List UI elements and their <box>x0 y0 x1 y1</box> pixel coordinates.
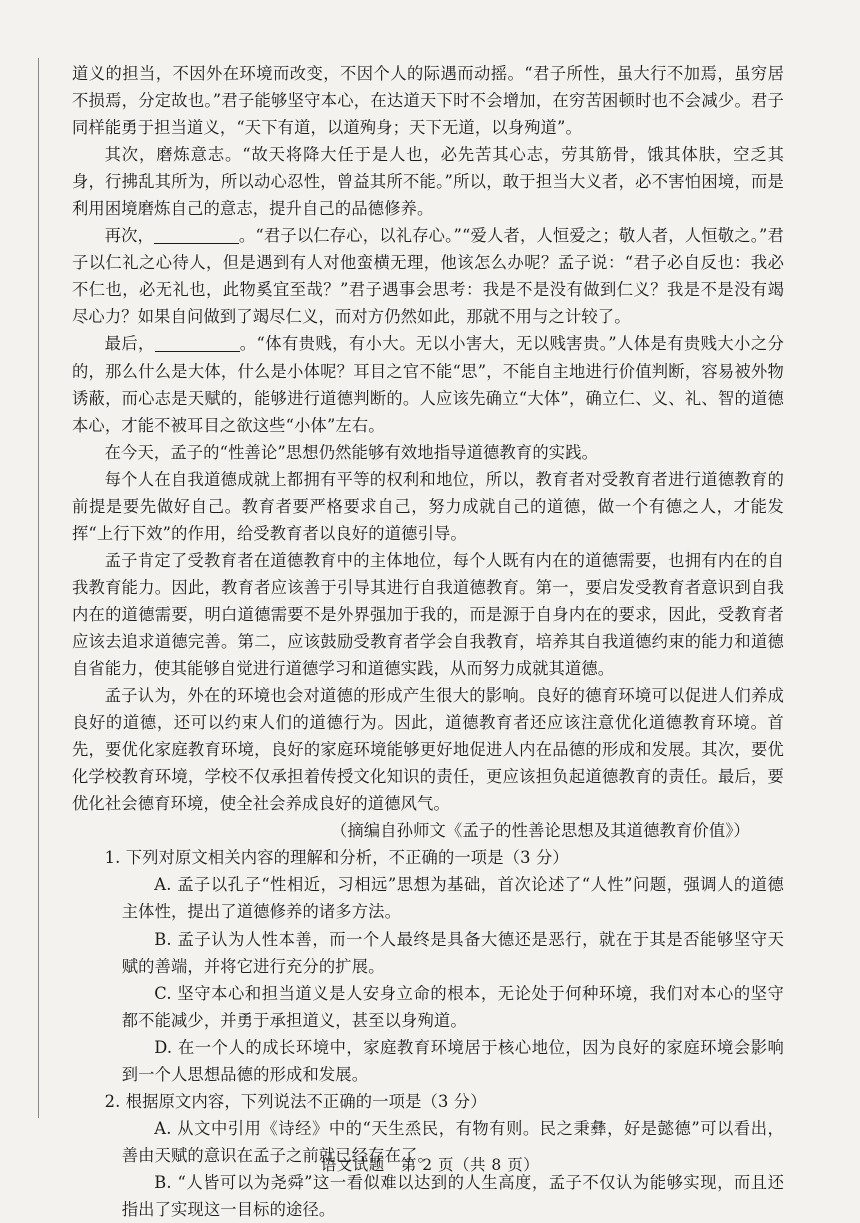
question-option: D. 在一个人的成长环境中，家庭教育环境居于核心地位，因为良好的家庭环境会影响到一个人思想品德的形成和发展。 <box>121 1037 784 1084</box>
source-citation: （摘编自孙师文《孟子的性善论思想及其道德教育价值》） <box>330 821 750 841</box>
question-option: B. 孟子认为人性本善，而一个人最终是具备大德还是恶行，就在于其是否能够坚守天赋的善端，并将它进行充分的扩展。 <box>121 929 784 976</box>
paragraph-rest: 。“君子以仁存心，以礼存心。”“爱人者，人恒爱之；敬人者，人恒敬之。”君子以仁礼之心待人，但是遇到有人对他蛮横无理，他该怎么办呢？孟子说：“君子必自反也：我必不仁也，必无礼也，此物奚宜至哉？”君子遇事会思考：我是不是没有做到仁义？我是不是没有竭尽心力？如果自问做到了竭尽仁义，而对方仍然如此，那就不用与之计较了。 <box>72 226 784 327</box>
question-stem: 2. 根据原文内容，下列说法不正确的一项是（3 分） <box>104 1091 487 1111</box>
paragraph: 其次，磨炼意志。“故天将降大任于是人也，必先苦其心志，劳其筋骨，饿其体肤，空乏其身，行拂乱其所为，所以动心忍性，曾益其所不能。”所以，敢于担当大义者，必不害怕困境，而是利用困境磨炼自己的意志，提升自己的品德修养。 <box>72 145 784 219</box>
paragraph-with-blank <box>72 222 784 330</box>
paragraph: 在今天，孟子的“性善论”思想仍然能够有效地指导道德教育的实践。 <box>104 442 599 462</box>
question-option: A. 从文中引用《诗经》中的“天生烝民，有物有则。民之秉彝，好是懿德”可以看出，善由天赋的意识在孟子之前就已经存在了。 <box>121 1118 784 1165</box>
paragraph-rest: 。“体有贵贱，有小大。无以小害大，无以贱害贵。”人体是有贵贱大小之分的，那么什么是大体，什么是小体呢？耳目之官不能“思”，不能自主地进行价值判断，容易被外物诱蔽，而心志是天赋的，能够进行道德判断的。人应该先确立“大体”，确立仁、义、礼、智的道德本心，才能不被耳目之欲这些“小体”左右。 <box>72 334 784 435</box>
paragraph: 孟子肯定了受教育者在道德教育中的主体地位，每个人既有内在的道德需要，也拥有内在的自我教育能力。因此，教育者应该善于引导其进行自我道德教育。第一，要启发受教育者意识到自我内在的道德需要，明白道德需要不是外界强加于我的，而是源于自身内在的要求，因此，受教育者应该去追求道德完善。第二，应该鼓励受教育者学会自我教育，培养其自我道德约束的能力和道德自省能力，使其能够自觉进行道德学习和道德实践，从而努力成就其道德。 <box>72 550 784 679</box>
fill-in-blank <box>155 333 240 352</box>
article-body <box>72 60 784 1223</box>
fill-in-blank <box>154 225 239 244</box>
question-stem: 1. 下列对原文相关内容的理解和分析，不正确的一项是（3 分） <box>104 848 569 868</box>
paragraph-lead: 最后， <box>104 334 155 354</box>
question-option: A. 孟子以孔子“性相近，习相远”思想为基础，首次论述了“人性”问题，强调人的道德主体性，提出了道德修养的诸多方法。 <box>121 875 784 922</box>
paragraph: 道义的担当，不因外在环境而改变，不因个人的际遇而动摇。“君子所性，虽大行不加焉，虽穷居不损焉，分定故也。”君子能够坚守本心，在达道天下时不会增加，在穷苦困顿时也不会减少。君子同样能勇于担当道义，“天下有道，以道殉身；天下无道，以身殉道”。 <box>72 64 784 138</box>
binding-margin-line <box>38 58 39 1118</box>
paragraph: 孟子认为，外在的环境也会对道德的形成产生很大的影响。良好的德育环境可以促进人们养成良好的道德，还可以约束人们的道德行为。因此，道德教育者还应该注意优化道德教育环境。首先，要优化家庭教育环境，良好的家庭环境能够更好地促进人内在品德的形成和发展。其次，要优化学校教育环境，学校不仅承担着传授文化知识的责任，更应该担负起道德教育的责任。最后，要优化社会德育环境，使全社会养成良好的道德风气。 <box>72 686 784 814</box>
page-footer: 语文试题 第 2 页（共 8 页） <box>320 1156 540 1174</box>
paragraph-with-blank <box>72 330 784 438</box>
question-option: B. “人皆可以为尧舜”这一看似难以达到的人生高度，孟子不仅认为能够实现，而且还指出了实现这一目标的途径。 <box>121 1172 784 1219</box>
question-option: C. 坚守本心和担当道义是人安身立命的根本，无论处于何种环境，我们对本心的坚守都不能减少，并勇于承担道义，甚至以身殉道。 <box>121 983 784 1030</box>
paragraph: 每个人在自我道德成就上都拥有平等的权利和地位，所以，教育者对受教育者进行道德教育的前提是要先做好自己。教育者要严格要求自己，努力成就自己的道德，做一个有德之人，才能发挥“上行下效”的作用，给受教育者以良好的道德引导。 <box>72 469 784 543</box>
paragraph-lead: 再次， <box>104 226 155 246</box>
